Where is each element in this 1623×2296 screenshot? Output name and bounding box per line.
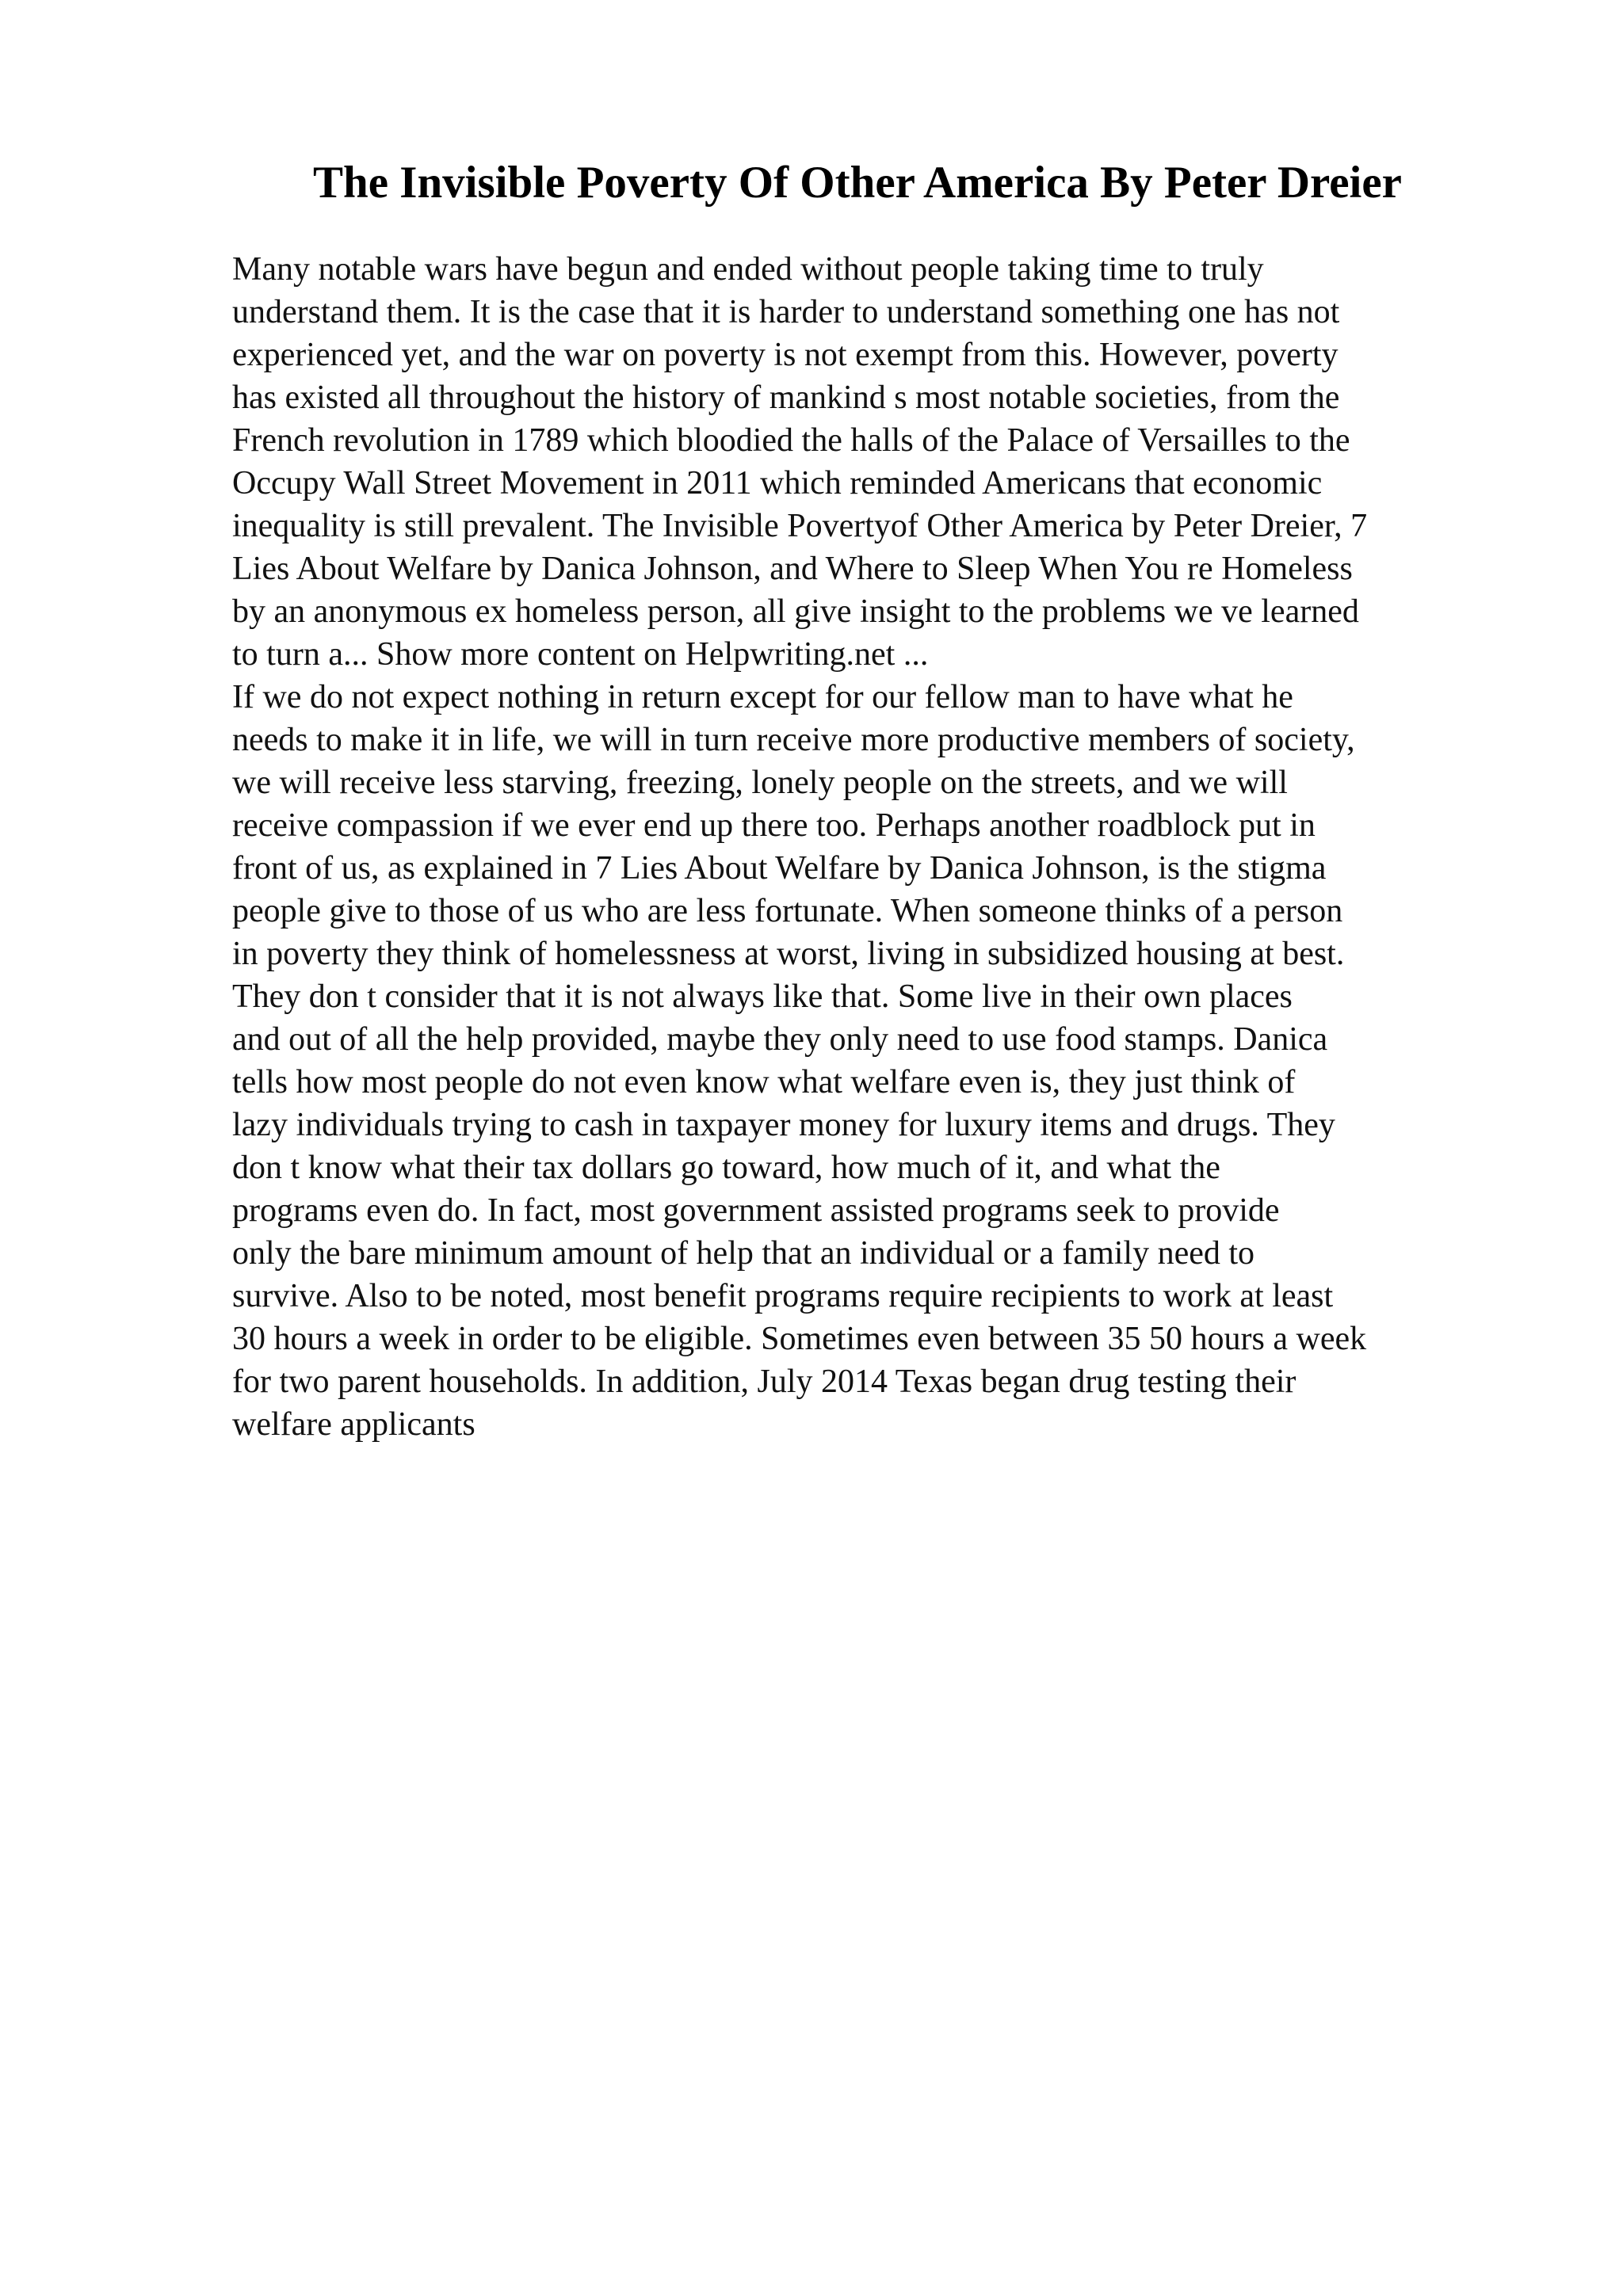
body-line: receive compassion if we ever end up there too. Perhaps another roadblock put in — [232, 807, 1316, 844]
body-line: we will receive less starving, freezing, lonely people on the streets, and we will — [232, 765, 1288, 801]
body-line: to turn a... Show more content on Helpwriting.net ... — [232, 636, 929, 673]
body-line: Occupy Wall Street Movement in 2011 which reminded Americans that economic — [232, 465, 1323, 502]
body-line: don t know what their tax dollars go toward, how much of it, and what the — [232, 1150, 1220, 1186]
body-line: inequality is still prevalent. The Invisible Povertyof Other America by Peter Dreier, 7 — [232, 508, 1368, 544]
body-line: by an anonymous ex homeless person, all give insight to the problems we ve learned — [232, 593, 1359, 630]
body-line: French revolution in 1789 which bloodied the halls of the Palace of Versailles to the — [232, 422, 1350, 459]
body-line: welfare applicants — [232, 1406, 475, 1443]
body-line: tells how most people do not even know what welfare even is, they just think of — [232, 1064, 1296, 1100]
body-line: 30 hours a week in order to be eligible. Sometimes even between 35 50 hours a week — [232, 1321, 1367, 1357]
body-line: experienced yet, and the war on poverty is not exempt from this. However, poverty — [232, 337, 1338, 373]
body-line: If we do not expect nothing in return except for our fellow man to have what he — [232, 679, 1293, 715]
body-line: survive. Also to be noted, most benefit programs require recipients to work at least — [232, 1278, 1334, 1314]
document-title: The Invisible Poverty Of Other America By Peter Dreier — [313, 158, 1402, 208]
body-line: Many notable wars have begun and ended without people taking time to truly — [232, 251, 1264, 288]
body-line: has existed all throughout the history of mankind s most notable societies, from the — [232, 379, 1340, 416]
body-line: and out of all the help provided, maybe they only need to use food stamps. Danica — [232, 1021, 1328, 1058]
body-line: front of us, as explained in 7 Lies About Welfare by Danica Johnson, is the stigma — [232, 850, 1327, 887]
body-line: They don t consider that it is not always like that. Some live in their own places — [232, 978, 1293, 1015]
body-line: Lies About Welfare by Danica Johnson, and Where to Sleep When You re Homeless — [232, 551, 1353, 587]
body-line: in poverty they think of homelessness at worst, living in subsidized housing at best. — [232, 936, 1345, 972]
document-body — [232, 248, 1516, 1446]
body-line: people give to those of us who are less fortunate. When someone thinks of a person — [232, 893, 1343, 929]
body-line: lazy individuals trying to cash in taxpayer money for luxury items and drugs. They — [232, 1107, 1335, 1143]
body-line: understand them. It is the case that it is harder to understand something one has not — [232, 294, 1340, 330]
body-line: only the bare minimum amount of help that an individual or a family need to — [232, 1235, 1255, 1272]
body-line: programs even do. In fact, most government assisted programs seek to provide — [232, 1192, 1280, 1229]
body-line: for two parent households. In addition, July 2014 Texas began drug testing their — [232, 1363, 1296, 1400]
body-line: needs to make it in life, we will in turn receive more productive members of society, — [232, 722, 1355, 758]
